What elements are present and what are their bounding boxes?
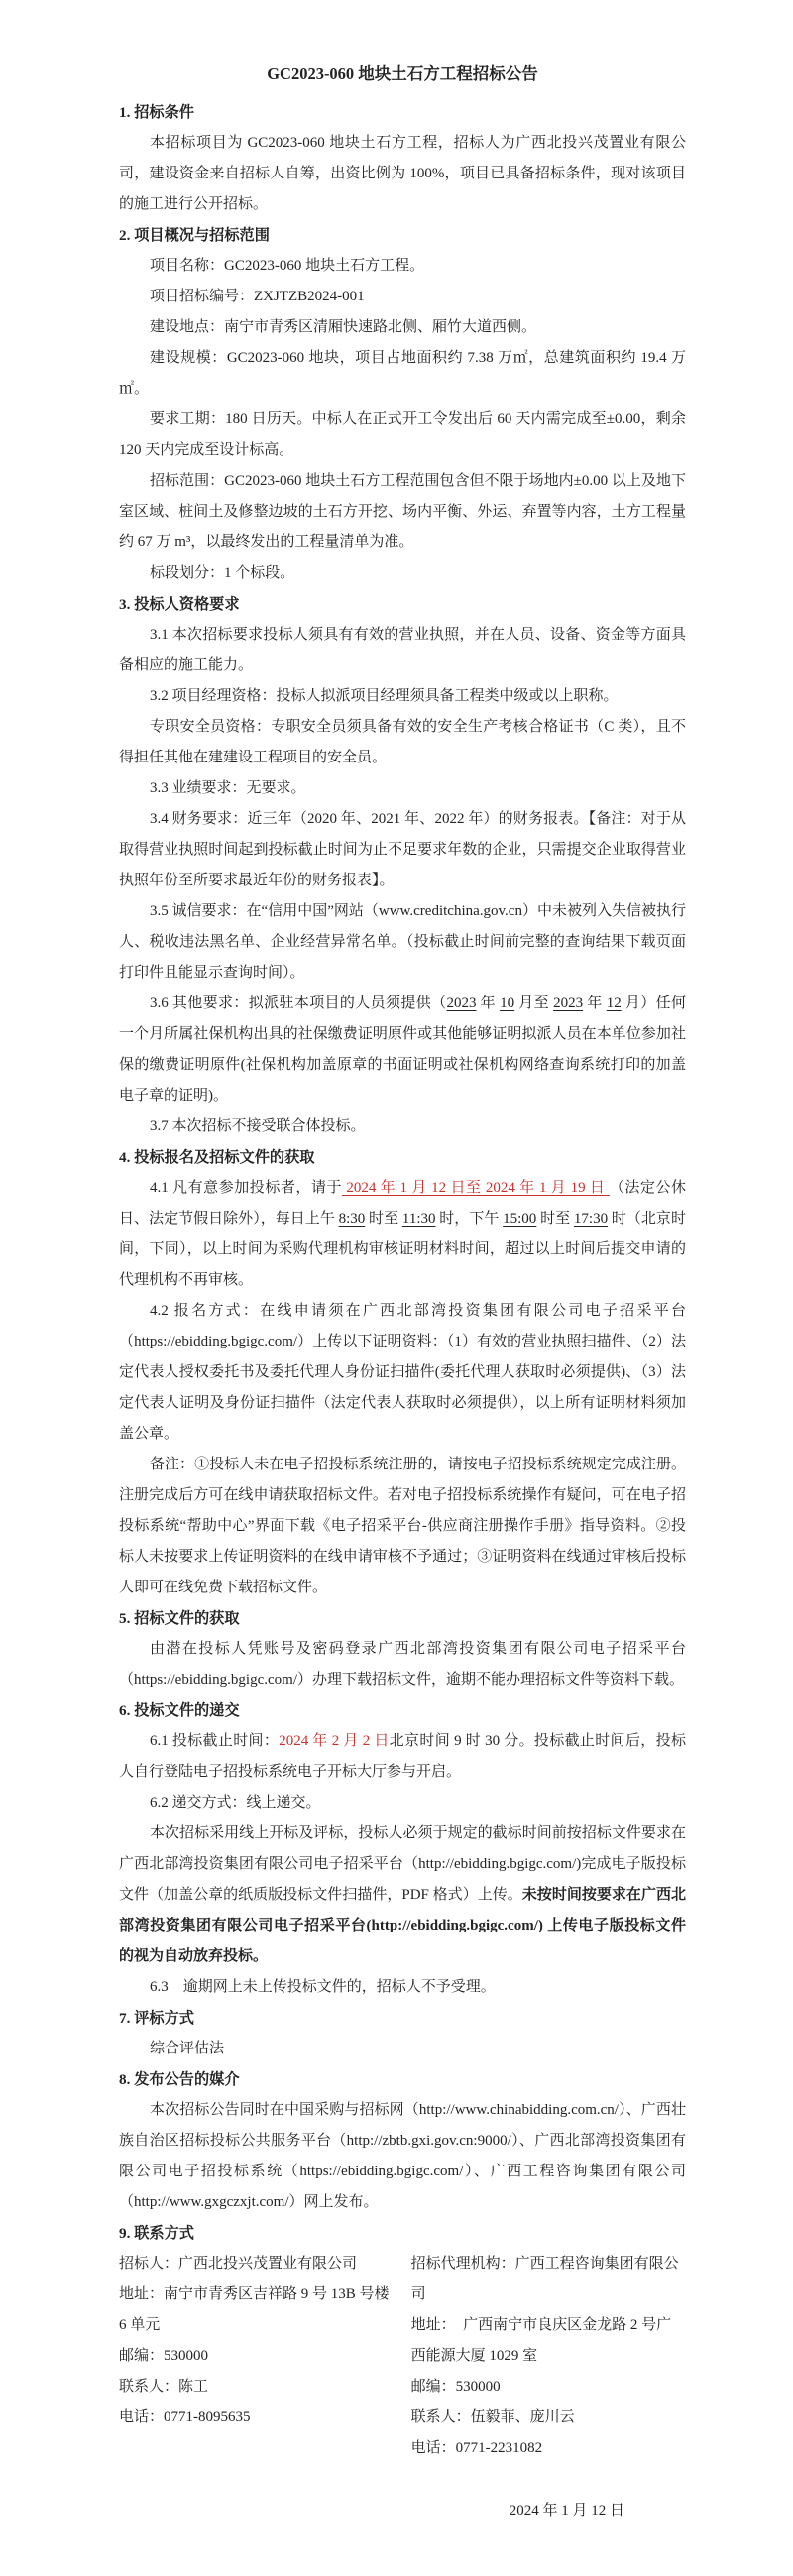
text-run: 项目名称：GC2023-060 地块土石方工程。 (150, 258, 425, 274)
text-run: 招标范围：GC2023-060 地块土石方工程范围包含但不限于场地内±0.00 以上及地下室区域、桩间土及修整边坡的土石方开挖、场内平衡、外运、弃置等内容，土方工程量约 67 万 m³，以最终发出的工程量清单为准。 (119, 473, 686, 550)
text-run: 2. 项目概况与招标范围 (119, 227, 270, 244)
paragraph (119, 1450, 686, 1603)
text-run: 本次招标采用线上开标及评标，投标人必须于规定的截标时间前按招标文件要求在广西北部湾投资集团有限公司电子招采平台（http://ebidding.bgigc.com/)完成电子版投标文件（加盖公章的纸质版投标文件扫描件，PDF 格式）上传。 (119, 1825, 686, 1903)
text-run: 备注：①投标人未在电子招投标系统注册的，请按电子招投标系统规定完成注册。注册完成后方可在线申请获取招标文件。若对电子招投标系统操作有疑问，可在电子招投标系统“帮助中心”界面下载《电子招采平台-供应商注册操作手册》指导资料。②投标人未按要求上传证明资料的在线申请审核不予通过；③证明资料在线通过审核后投标人即可在线免费下载招标文件。 (119, 1457, 686, 1595)
text-run: 8. 发布公告的媒介 (119, 2071, 240, 2088)
paragraph (119, 343, 686, 405)
text-run: 6.1 投标截止时间： (150, 1733, 280, 1749)
paragraph (119, 128, 686, 220)
section-heading (119, 589, 686, 620)
contact-column-right (411, 2249, 686, 2464)
contact-section (119, 2249, 686, 2464)
contact-row: 联系人：陈工 (119, 2379, 209, 2395)
paragraph (119, 312, 686, 343)
text-run: 5. 招标文件的获取 (119, 1610, 240, 1627)
contact-row: 电话：0771-2231082 (410, 2440, 543, 2456)
text-run: 由潜在投标人凭账号及密码登录广西北部湾投资集团有限公司电子招采平台（https://ebidding.bgigc.com/）办理下载招标文件，逾期不能办理招标文件等资料下载。 (119, 1641, 686, 1688)
text-run: 标段划分：1 个标段。 (150, 565, 295, 581)
text-run: 月至 (514, 995, 554, 1011)
text-run: 2024 年 1 月 12 日 (509, 2503, 624, 2518)
text-run: 10 (500, 995, 515, 1011)
text-run: 6.3 逾期网上未上传投标文件的，招标人不予受理。 (150, 1979, 496, 1995)
text-run: 4.1 凡有意参加投标者，请于 (150, 1180, 343, 1196)
paragraph (119, 989, 686, 1112)
text-run: 时（北京时间，下同），以上时间为采购代理机构审核证明材料时间，超过以上时间后提交申请的代理机构不再审核。 (119, 1211, 686, 1288)
paragraph (119, 681, 686, 712)
text-run: 7. 评标方式 (119, 2010, 194, 2027)
contact-row: 电话：0771-8095635 (119, 2409, 251, 2425)
text-run: 2023 (446, 995, 477, 1011)
paragraph (119, 1818, 686, 1972)
section-heading (119, 2218, 686, 2249)
paragraph (119, 896, 686, 989)
paragraph (119, 2095, 686, 2218)
text-run: 综合评估法 (150, 2041, 225, 2056)
document-blocks (119, 97, 686, 2526)
text-run: 3.5 诚信要求：在“信用中国”网站（www.creditchina.gov.cn）中未被列入失信被执行人、税收违法黑名单、企业经营异常名单。（投标截止时间前完整的查询结果下载页面打印件且能显示查询时间）。 (119, 903, 686, 981)
section-heading (119, 1603, 686, 1634)
contact-column-left (119, 2249, 411, 2464)
text-run: 时，下午 (435, 1211, 504, 1227)
text-run: 17:30 (573, 1211, 609, 1227)
text-run: 6.2 递交方式：线上递交。 (150, 1795, 321, 1811)
paragraph (119, 282, 686, 312)
paragraph (119, 712, 686, 773)
text-run: 2024 年 2 月 2 日 (279, 1733, 390, 1749)
text-run: 建设规模：GC2023-060 地块，项目占地面积约 7.38 万㎡，总建筑面积约 19.4 万㎡。 (119, 350, 686, 397)
text-run: 专职安全员资格：专职安全员须具备有效的安全生产考核合格证书（C 类），且不得担任其他在建建设工程项目的安全员。 (119, 719, 686, 765)
section-heading (119, 2064, 686, 2095)
paragraph (119, 2034, 686, 2064)
text-run: 12 (606, 995, 622, 1011)
text-run: 3.7 本次招标不接受联合体投标。 (150, 1118, 366, 1134)
paragraph (119, 1296, 686, 1450)
text-run: 3.2 项目经理资格：投标人拟派项目经理须具备工程类中级或以上职称。 (150, 688, 619, 704)
text-run: 3.4 财务要求：近三年（2020 年、2021 年、2022 年）的财务报表。【备注：对于从取得营业执照时间起到投标截止时间为止不足要求年数的企业，只需提交企业取得营业执照年份至所要求最近年份的财务报表】。 (119, 811, 686, 888)
text-run: 4. 投标报名及招标文件的获取 (119, 1149, 315, 1166)
text-run: 8:30 (338, 1211, 366, 1227)
text-run: 11:30 (401, 1211, 436, 1227)
text-run: 建设地点：南宁市青秀区清厢快速路北侧、厢竹大道西侧。 (150, 319, 537, 335)
paragraph (119, 1634, 686, 1696)
text-run: 2023 (553, 995, 584, 1011)
text-run: 2024 年 1 月 12 日至 2024 年 1 月 19 日 (342, 1180, 610, 1196)
section-heading (119, 1696, 686, 1726)
contact-row: 地址： 广西南宁市良庆区金龙路 2 号广西能源大厦 1029 室 (410, 2317, 672, 2364)
paragraph (119, 405, 686, 466)
paragraph (119, 804, 686, 896)
paragraph (119, 1173, 686, 1296)
paragraph (119, 558, 686, 589)
paragraph (119, 466, 686, 558)
text-run: 月）任何一个月所属社保机构出具的社保缴费证明原件或其他能够证明拟派人员在本单位参加社保的缴费证明原件(社保机构加盖原章的书面证明或社保机构网络查询系统打印的加盖电子章的证明)。 (119, 995, 686, 1104)
section-heading (119, 220, 686, 251)
text-run: 未按时间按要求在广西北部湾投资集团有限公司电子招采平台(http://ebidding.bgigc.com/) 上传电子版投标文件的视为自动放弃投标。 (119, 1887, 686, 1964)
paragraph (119, 1788, 686, 1818)
text-run: 本次招标公告同时在中国采购与招标网（http://www.chinabidding.com.cn/）、广西壮族自治区招标投标公共服务平台（http://zbtb.gxi.gov.cn:9000/）、广西北部湾投资集团有限公司电子招投标系统（https://ebidding.bgigc.com/）、广西工程咨询集团有限公司（http://www.gxgczxjt.com/）网上发布。 (119, 2102, 686, 2210)
contact-row: 邮编：530000 (119, 2348, 209, 2364)
text-run: 项目招标编号：ZXJTZB2024-001 (150, 289, 365, 304)
paragraph (119, 251, 686, 282)
document-title: GC2023-060 地块土石方工程招标公告 (267, 64, 538, 83)
contact-row: 联系人：伍毅菲、庞川云 (410, 2409, 575, 2425)
section-heading (119, 1142, 686, 1173)
text-run: 6. 投标文件的递交 (119, 1702, 240, 1719)
text-run: 3. 投标人资格要求 (119, 596, 240, 613)
text-run: 3.1 本次招标要求投标人须具有有效的营业执照，并在人员、设备、资金等方面具备相应的施工能力。 (119, 627, 686, 673)
text-run: 4.2 报名方式：在线申请须在广西北部湾投资集团有限公司电子招采平台（https://ebidding.bgigc.com/）上传以下证明资料：（1）有效的营业执照扫描件、（2）法定代表人授权委托书及委托代理人身份证扫描件(委托代理人获取时必须提供)、（3）法定代表人证明及身份证扫描件（法定代表人获取时必须提供），以上所有证明材料须加盖公章。 (119, 1303, 686, 1442)
section-heading (119, 2003, 686, 2034)
contact-row: 地址：南宁市青秀区吉祥路 9 号 13B 号楼 6 单元 (119, 2286, 390, 2333)
text-run: 年 (476, 995, 501, 1011)
text-run: 时至 (536, 1211, 574, 1227)
text-run: 本招标项目为 GC2023-060 地块土石方工程，招标人为广西北投兴茂置业有限公司，建设资金来自招标人自筹，出资比例为 100%，项目已具备招标条件，现对该项目的施工进行公开招标。 (119, 135, 686, 212)
section-heading (119, 97, 686, 128)
text-run: 15:00 (503, 1211, 537, 1227)
text-run: 3.6 其他要求：拟派驻本项目的人员须提供（ (150, 995, 447, 1011)
paragraph (119, 1726, 686, 1788)
paragraph (119, 773, 686, 804)
document-date (119, 2496, 686, 2526)
text-run: 要求工期：180 日历天。中标人在正式开工令发出后 60 天内需完成至±0.00，剩余 120 天内完成至设计标高。 (119, 411, 686, 458)
text-run: 北京时间 9 时 30 分。投标截止时间后，投标人自行登陆电子招投标系统电子开标大厅参与开启。 (119, 1733, 686, 1780)
text-run: （法定公休日、法定节假日除外），每日上午 (119, 1180, 686, 1227)
contact-row: 招标代理机构：广西工程咨询集团有限公司 (410, 2256, 679, 2302)
text-run: 3.3 业绩要求：无要求。 (150, 780, 306, 796)
contact-row: 邮编：530000 (410, 2379, 501, 2395)
text-run: 年 (583, 995, 607, 1011)
paragraph (119, 1112, 686, 1142)
paragraph (119, 620, 686, 681)
paragraph (119, 1972, 686, 2003)
text-run: 9. 联系方式 (119, 2225, 194, 2242)
contact-row: 招标人：广西北投兴茂置业有限公司 (119, 2256, 358, 2272)
text-run: 1. 招标条件 (119, 104, 194, 121)
text-run: 时至 (365, 1211, 402, 1227)
